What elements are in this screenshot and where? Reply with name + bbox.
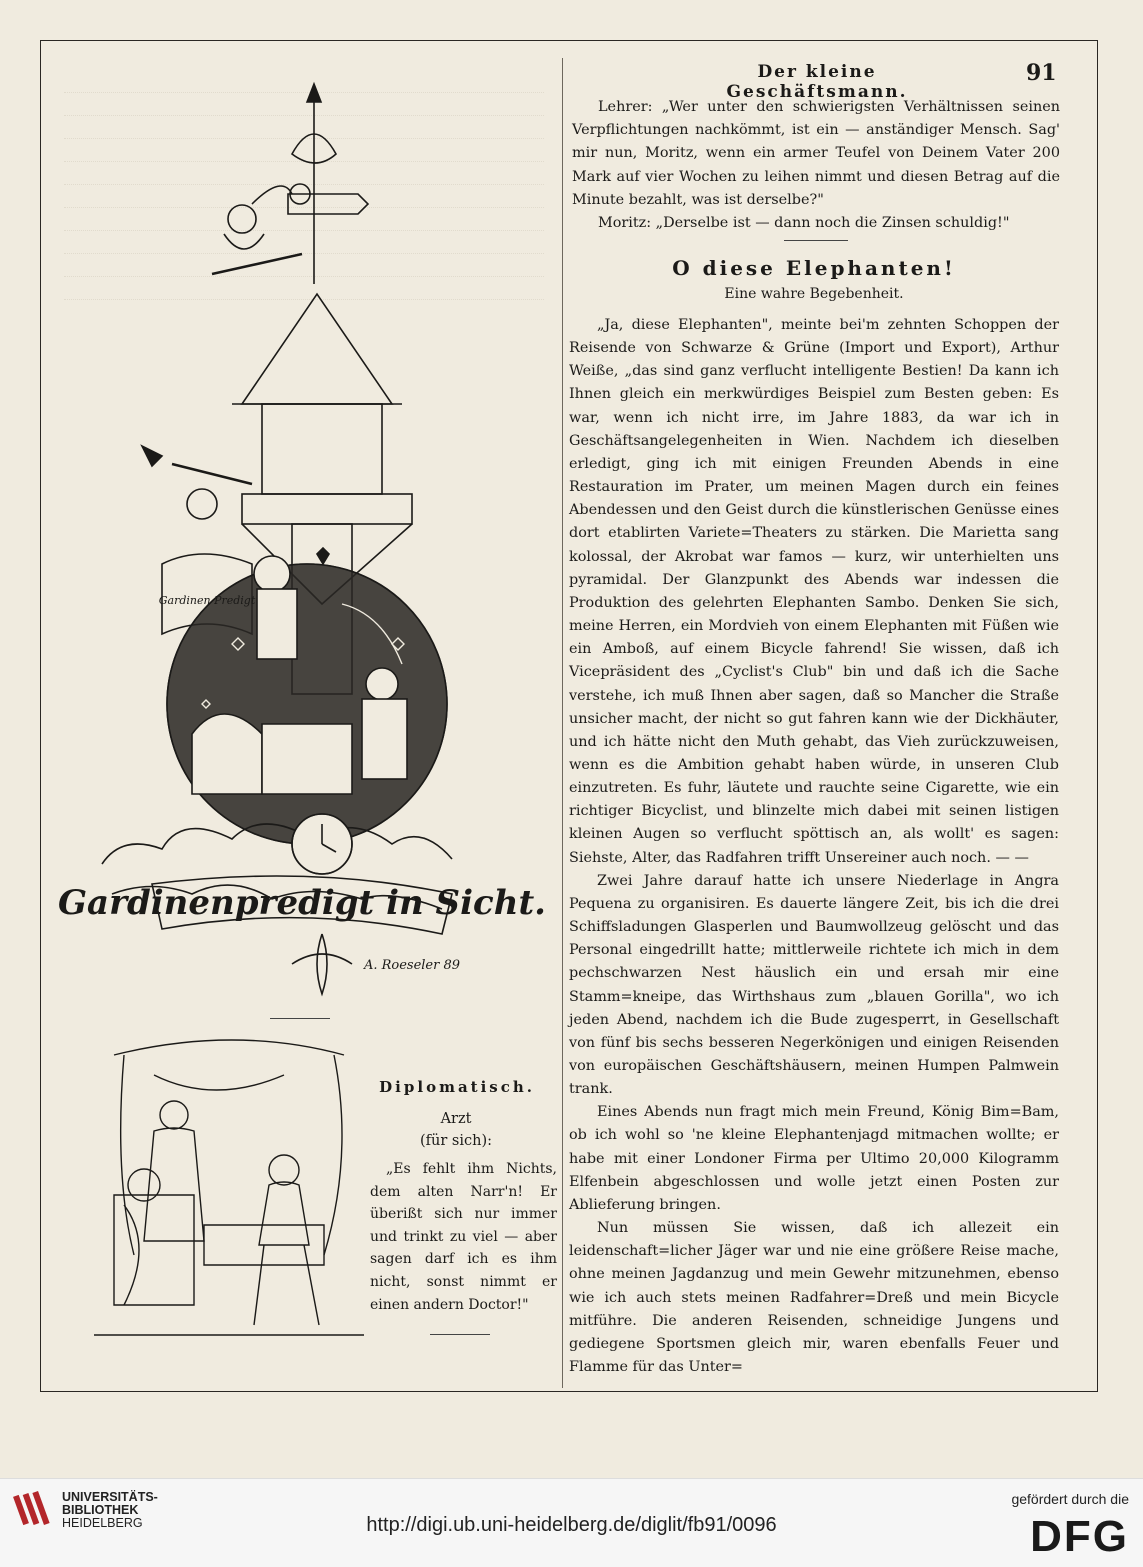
- doctor-patient-illustration: [94, 1035, 364, 1350]
- dialogue-line: [572, 212, 1060, 235]
- library-line: BIBLIOTHEK: [62, 1503, 139, 1517]
- diplomatisch-paragraph: „Es fehlt ihm Nichts, dem alten Narr'n! Er überißt sich nur immer und trinkt zu viel — aber sagen darf ich es ihm nicht, sonst nimmt er einen andern Doctor!": [370, 1161, 557, 1313]
- footer-bar: [0, 1478, 1143, 1567]
- story-paragraph: Zwei Jahre darauf hatte ich unsere Niederlage in Angra Pequena zu organisiren. Es dauerte längere Zeit, bis ich die drei Schiffsladungen Glasperlen und Baumwollzeug gelöscht und das Personal eingedrillt hatte; mittlerweile richtete ich mich in dem pechschwarzen Nest häuslich ein und ersah mir eine Stamm=kneipe, das Wirthshaus zum „blauen Gorilla", wo ich jeden Abend, nachdem ich die Bude zugesperrt, in Gesellschaft von fünf bis sechs besseren Negerkönigen und einigen Reisenden von europäischen Geschäftshäusern, meinen Humpen Palmwein trank.: [569, 872, 1059, 1098]
- permalink-url[interactable]: http://digi.ub.uni-heidelberg.de/diglit/fb91/0096: [366, 1514, 777, 1536]
- story-paragraph: Eines Abends nun fragt mich mein Freund, König Bim=Bam, ob ich wohl so 'ne kleine Elephantenjagd mitmachen wollte; er habe mit einer Londoner Firma per Ultimo 20,000 Kilogramm Elfenbein abgeschlossen und wolle jetzt einen Posten zur Ablieferung bringen.: [569, 1104, 1059, 1213]
- separator-left-top: [270, 1018, 330, 1019]
- dfg-logo: DFG: [1030, 1512, 1129, 1561]
- artist-signature: A. Roeseler 89: [363, 958, 461, 973]
- dialogue-line: [572, 96, 1060, 212]
- page-header-title: Der kleine Geschäftsmann.: [726, 62, 908, 102]
- separator-left-bottom: [430, 1334, 490, 1335]
- library-line: HEIDELBERG: [62, 1516, 143, 1530]
- speaker-label: Lehrer:: [598, 99, 653, 115]
- diplomatisch-speaker: Arzt: [440, 1111, 472, 1127]
- diplomatisch-title: Diplomatisch.: [379, 1078, 535, 1096]
- speaker-label: Moritz:: [598, 215, 652, 232]
- page-number: 91: [1026, 60, 1057, 86]
- story-paragraph: Nun müssen Sie wissen, daß ich allezeit ein leidenschaft=licher Jäger war und nie eine größere Reise mache, ohne meinen Jagdanzug und mein Gewehr mitzunehmen, ebenso wie ich auch stets meinen Radfahrer=Dreß und mein Bicycle mitführe. Die anderen Reisenden, schneidige Jungens und gediegene Sportsmen gleich mir, waren ebenfalls Feuer und Flamme für das Unter=: [569, 1220, 1059, 1376]
- column-divider: [562, 58, 563, 1388]
- separator-right: [784, 240, 848, 241]
- banner-text: Gardinenpredigt in Sicht.: [58, 883, 546, 923]
- story-subtitle: Eine wahre Begebenheit.: [724, 286, 904, 302]
- scroll-label: Gardinen Predigt: [158, 594, 256, 607]
- story-body: [569, 314, 1059, 1379]
- diplomatisch-speaker-block: [372, 1108, 540, 1152]
- dialogue-text: „Derselbe ist — dann noch die Zinsen schuldig!": [655, 215, 1010, 232]
- library-line: UNIVERSITÄTS-: [62, 1490, 158, 1504]
- diplomatisch-text: [370, 1158, 557, 1316]
- story-paragraph: „Ja, diese Elephanten", meinte bei'm zehnten Schoppen der Reisende von Schwarze & Grüne (Import und Export), Arthur Weiße, „das sind ganz verflucht intelligente Bestien! Da kann ich Ihnen gleich ein merkwürdiges Beispiel zum Besten geben: Es war, wenn ich nicht irre, im Jahre 1883, da war ich in Geschäftsangelegenheiten in Wien. Nachdem ich dieselben erledigt, ging ich mit einigen Freunden Abends in eine Restauration im Prater, um meinen Magen durch ein feines Abendessen und den Geist durch die künstlerischen Genüsse eines dort etablirten Variete=Theaters zu stärken. Die Marietta sang kolossal, der Akrobat war famos — kurz, wir unterhielten uns pyramidal. Der Glanzpunkt des Abends war indessen die Produktion des gelehrten Elephanten Sambo. Denken Sie sich, meine Herren, ein Mordvieh von einem Elephanten mit Füßen wie ein Amboß, auf einem Bicycle fahrend! Sie wissen, daß ich Vicepräsident des „Cyclist's Club" bin und daß ich die Sache verstehe, ich muß Ihnen aber sagen, daß so Mancher die Straße unsicher macht, der nicht so gut fahren kann wie der Dickhäuter, und ich hätte nicht den Muth gehabt, das Vieh zurückzuweisen, wenn es die Ambition gehabt haben würde, in unseren Club einzutreten. Es fuhr, läutete und rauchte seine Cigarette, wie ein richtiger Bicyclist, und blinzelte mich dabei mit seinen listigen kleinen Augen so verflucht spöttisch an, als wollt' es sagen: Siehste, Alter, das Radfahren trifft Unsereiner auch noch. — —: [569, 317, 1059, 866]
- story-title: O diese Elephanten!: [672, 256, 956, 280]
- dialogue-text: „Wer unter den schwierigsten Verhältnissen seinen Verpflichtungen nachkömmt, ist ein — anständiger Mensch. Sag' mir nun, Moritz, wenn ein armer Teufel von Deinem Vater 200 Mark auf vier Wochen zu leihen nimmt und diesen Betrag auf die Minute bezahlt, was ist derselbe?": [572, 99, 1061, 208]
- diplomatisch-aside: (für sich):: [420, 1133, 492, 1149]
- gardinenpredigt-illustration: [58, 84, 546, 994]
- dialogue-block: [572, 96, 1060, 235]
- funding-caption: gefördert durch die: [1011, 1491, 1129, 1507]
